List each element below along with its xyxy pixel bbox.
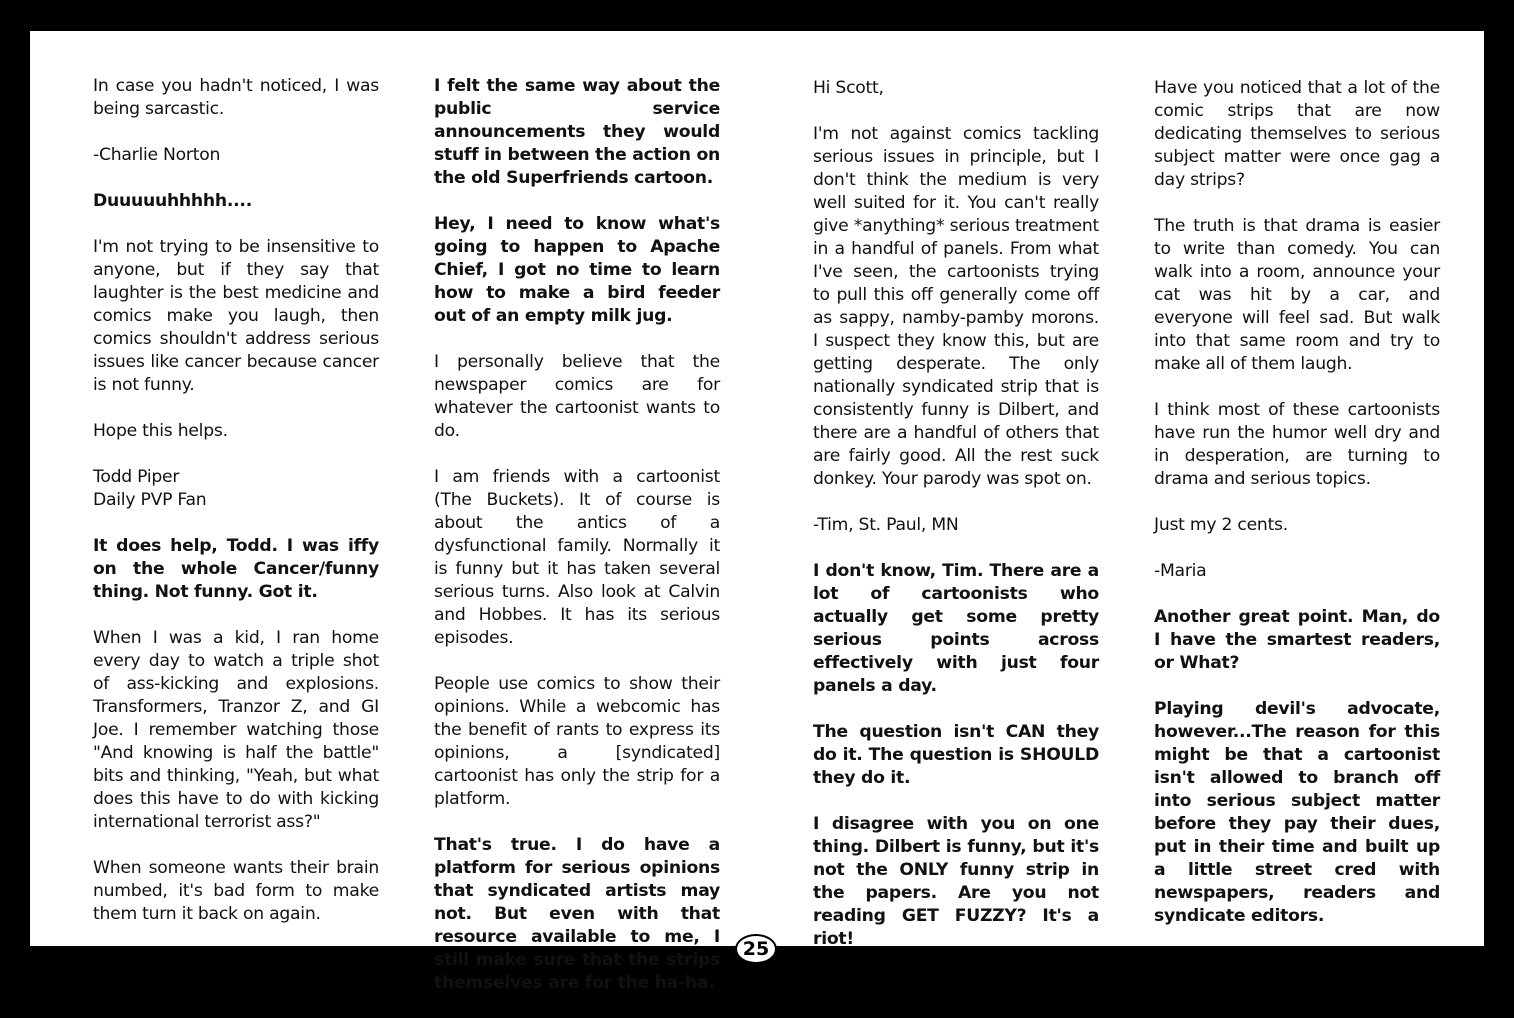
letter-paragraph: Just my 2 cents. — [1154, 515, 1288, 535]
editor-reply: Another great point. Man, do I have the smartest readers, or What? — [1154, 607, 1440, 673]
letter-signature: -Charlie Norton — [93, 145, 221, 165]
letter-paragraph: Have you noticed that a lot of the comic strips that are now dedicating themselves to serious subject matter were once gag a day strips? — [1154, 78, 1440, 190]
letter-paragraph: The truth is that drama is easier to write than comedy. You can walk into a room, announce your cat was hit by a car, and everyone will feel sad. But walk into that same room and try to make all of them laugh. — [1154, 216, 1440, 374]
letter-signature: Todd Piper Daily PVP Fan — [93, 467, 207, 510]
editor-reply: The question isn't CAN they do it. The question is SHOULD they do it. — [813, 722, 1099, 788]
text-column-4 — [1154, 77, 1440, 951]
letter-paragraph: When someone wants their brain numbed, it's bad form to make them turn it back on again. — [93, 858, 379, 924]
letter-paragraph: People use comics to show their opinions. While a webcomic has the benefit of rants to express its opinions, a [syndicated] cartoonist has only the strip for a platform. — [434, 674, 720, 809]
editor-reply: Duuuuuhhhhh.... — [93, 191, 252, 211]
letter-signature: -Tim, St. Paul, MN — [813, 515, 959, 535]
letter-paragraph: When I was a kid, I ran home every day to watch a triple shot of ass-kicking and explosions. Transformers, Tranzor Z, and GI Joe. I remember watching those "And knowing is half the battle" bits and thinking, "Yeah, but what does this have to do with kicking international terrorist ass?" — [93, 628, 379, 832]
text-column-1 — [93, 75, 379, 949]
letter-greeting: Hi Scott, — [813, 78, 884, 98]
letter-signature: -Maria — [1154, 561, 1207, 581]
letter-paragraph: I personally believe that the newspaper comics are for whatever the cartoonist wants to do. — [434, 352, 720, 441]
editor-reply: I felt the same way about the public service announcements they would stuff in between the action on the old Superfriends cartoon. — [434, 76, 720, 188]
letter-paragraph: I am friends with a cartoonist (The Buckets). It of course is about the antics of a dysfunctional family. Normally it is funny but it has taken several serious turns. Also look at Calvin and Hobbes. It has its serious episodes. — [434, 467, 720, 648]
editor-reply: I disagree with you on one thing. Dilbert is funny, but it's not the ONLY funny strip in the papers. Are you not reading GET FUZZY? It's a riot! — [813, 814, 1099, 949]
editor-reply: Hey, I need to know what's going to happen to Apache Chief, I got no time to learn how to make a bird feeder out of an empty milk jug. — [434, 214, 720, 326]
editor-reply: Playing devil's advocate, however...The reason for this might be that a cartoonist isn't allowed to branch off into serious subject matter before they pay their dues, put in their time and built up a little street cred with newspapers, readers and syndicate editors. — [1154, 699, 1440, 926]
letter-paragraph: I'm not against comics tackling serious issues in principle, but I don't think the medium is very well suited for it. You can't really give *anything* serious treatment in a handful of panels. From what I've seen, the cartoonists trying to pull this off generally come off as sappy, namby-pamby morons. I suspect they know this, but are getting desperate. The only nationally syndicated strip that is consistently funny is Dilbert, and there are a handful of others that are fairly good. All the rest suck donkey. Your parody was spot on. — [813, 124, 1099, 489]
letter-paragraph: I'm not trying to be insensitive to anyone, but if they say that laughter is the best medicine and comics make you laugh, then comics shouldn't address serious issues like cancer because cancer is not funny. — [93, 237, 379, 395]
editor-reply: That's true. I do have a platform for serious opinions that syndicated artists may not. But even with that resource available to me, I still make sure that the strips themselves are for the ha-ha. — [434, 835, 720, 993]
letter-paragraph: Hope this helps. — [93, 421, 228, 441]
editor-reply: It does help, Todd. I was iffy on the whole Cancer/funny thing. Not funny. Got it. — [93, 536, 379, 602]
text-column-3 — [813, 77, 1099, 974]
page-number: 25 — [735, 934, 777, 964]
editor-reply: I don't know, Tim. There are a lot of cartoonists who actually get some pretty serious points across effectively with just four panels a day. — [813, 561, 1099, 696]
letter-paragraph: I think most of these cartoonists have run the humor well dry and in desperation, are turning to drama and serious topics. — [1154, 400, 1440, 489]
letter-paragraph: In case you hadn't noticed, I was being sarcastic. — [93, 76, 379, 119]
text-column-2 — [434, 75, 720, 1018]
